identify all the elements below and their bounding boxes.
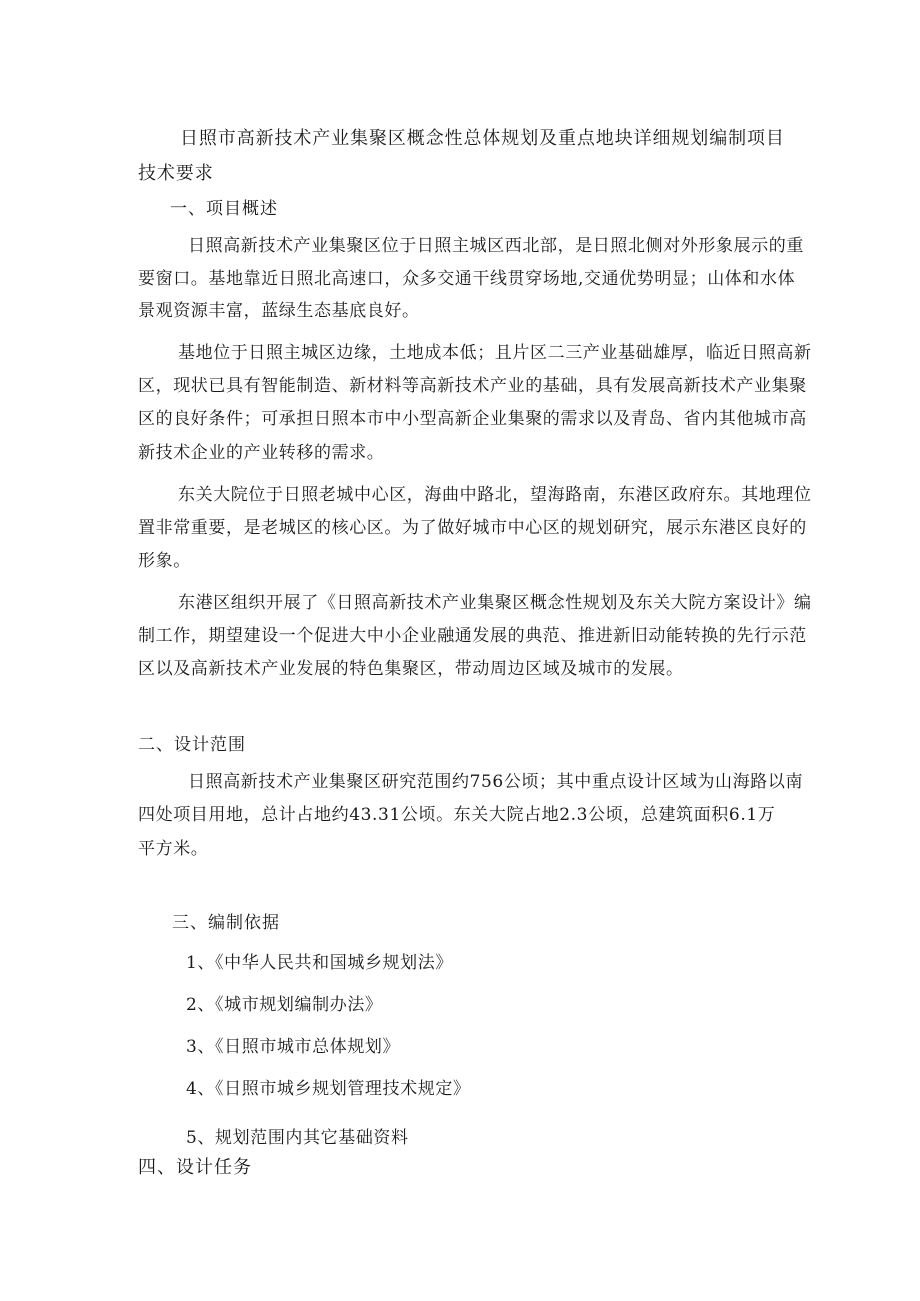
section-1-heading: 一、项目概述 xyxy=(170,199,278,219)
s1-p3-line-1: 东关大院位于日照老城中心区，海曲中路北，望海路南，东港区政府东。其地理位 xyxy=(178,485,812,505)
s1-p4-line-1: 东港区组织开展了《日照高新技术产业集聚区概念性规划及东关大院方案设计》编 xyxy=(178,593,812,613)
s1-p2-line-1: 基地位于日照主城区边缘，土地成本低；且片区二三产业基础雄厚，临近日照高新 xyxy=(178,343,812,363)
s1-p2-line-3: 区的良好条件；可承担日照本市中小型高新企业集聚的需求以及青岛、省内其他城市高 xyxy=(138,409,807,429)
basis-item-4: 4、《日照市城乡规划管理技术规定》 xyxy=(186,1079,471,1099)
s1-p4-line-3: 区以及高新技术产业发展的特色集聚区，带动周边区域及城市的发展。 xyxy=(138,659,684,679)
s1-p2-line-2: 区，现状已具有智能制造、新材料等高新技术产业的基础，具有发展高新技术产业集聚 xyxy=(138,376,807,396)
basis-item-3: 3、《日照市城市总体规划》 xyxy=(186,1037,401,1057)
basis-item-5: 5、规划范围内其它基础资料 xyxy=(186,1128,409,1148)
basis-item-2: 2、《城市规划编制办法》 xyxy=(186,995,383,1015)
s1-p4-line-2: 制工作，期望建设一个促进大中小企业融通发展的典范、推进新旧动能转换的先行示范 xyxy=(138,626,807,646)
s2-line-3: 平方米。 xyxy=(138,839,209,859)
document-title-line-1: 日照市高新技术产业集聚区概念性总体规划及重点地块详细规划编制项目 xyxy=(180,128,785,149)
section-4-heading: 四、设计任务 xyxy=(138,1157,252,1178)
s1-p1-line-3: 景观资源丰富，蓝绿生态基底良好。 xyxy=(138,301,420,321)
basis-item-1: 1、《中华人民共和国城乡规划法》 xyxy=(186,953,453,973)
s1-p1-line-2: 要窗口。基地靠近日照北高速口，众多交通干线贯穿场地,交通优势明显；山体和水体 xyxy=(138,269,796,289)
s1-p3-line-3: 形象。 xyxy=(138,551,191,571)
s1-p1-line-1: 日照高新技术产业集聚区位于日照主城区西北部，是日照北侧对外形象展示的重 xyxy=(188,236,804,256)
section-2-heading: 二、设计范围 xyxy=(138,735,246,755)
s2-line-2: 四处项目用地，总计占地约43.31公顷。东关大院占地2.3公顷，总建筑面积6.1万 xyxy=(138,805,776,825)
s1-p3-line-2: 置非常重要，是老城区的核心区。为了做好城市中心区的规划研究，展示东港区良好的 xyxy=(138,518,807,538)
s2-line-1: 日照高新技术产业集聚区研究范围约756公顷；其中重点设计区域为山海路以南 xyxy=(188,772,804,792)
section-3-heading: 三、编制依据 xyxy=(172,913,280,933)
document-title-line-2: 技术要求 xyxy=(138,163,214,184)
s1-p2-line-4: 新技术企业的产业转移的需求。 xyxy=(138,443,385,463)
